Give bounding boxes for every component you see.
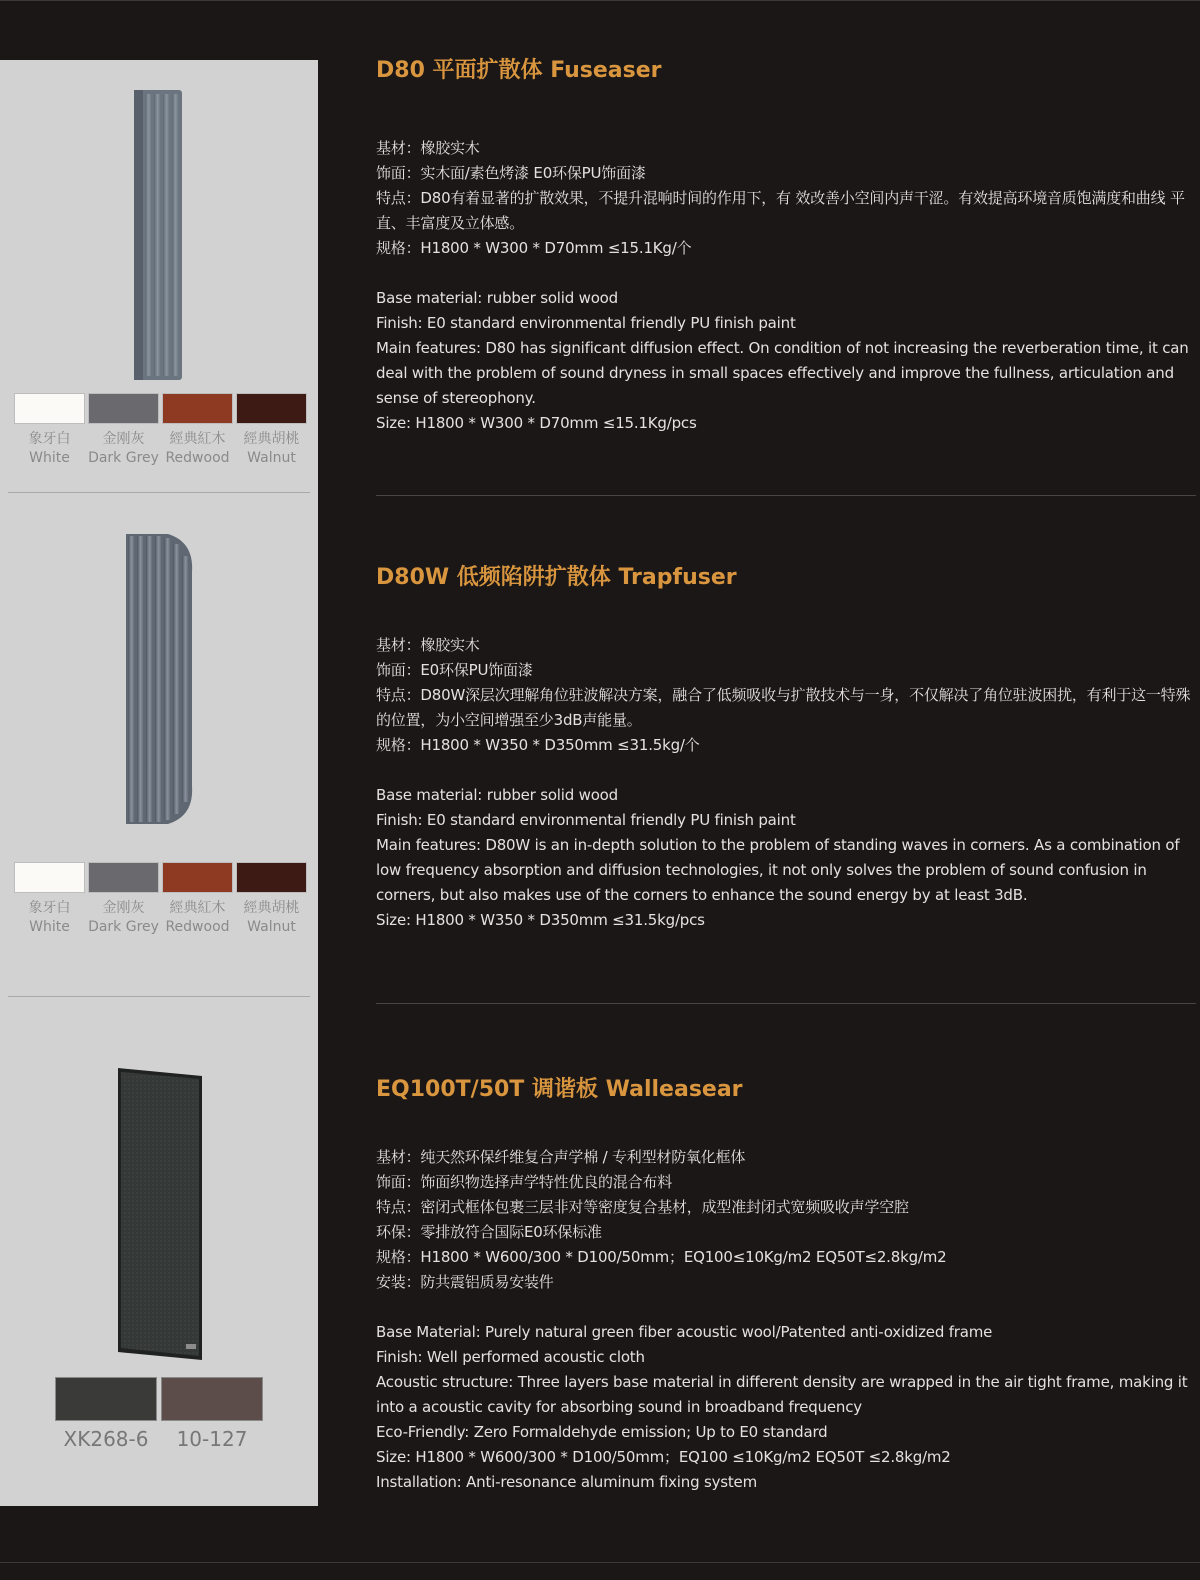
spec-en-line: Finish: E0 standard environmental friendly PU finish paint <box>376 314 796 332</box>
spec-en-line: Main features: D80 has significant diffusion effect. On condition of not increasing the reverberation time, it can deal with the problem of sound dryness in small spaces effectively and improve the fullness, articulation and sense of stereophony. <box>376 339 1189 407</box>
spec-cn-line: 基材：橡胶实木 <box>376 139 480 157</box>
product-section-trapfuser <box>376 563 1196 933</box>
swatch-color <box>162 393 233 424</box>
swatch-white[interactable] <box>14 862 85 937</box>
spec-en-line: Size: H1800 * W350 * D350mm ≤31.5kg/pcs <box>376 911 705 929</box>
section-divider <box>376 495 1196 496</box>
spec-cn-line: 饰面：实木面/素色烤漆 E0环保PU饰面漆 <box>376 164 646 182</box>
spec-en-line: Size: H1800 * W600/300 * D100/50mm；EQ100 ≤10Kg/m2 EQ50T ≤2.8kg/m2 <box>376 1448 951 1466</box>
swatch-cn-label: 經典胡桃 <box>243 431 300 447</box>
spec-en-line: Eco-Friendly: Zero Formaldehyde emission; Up to E0 standard <box>376 1423 828 1441</box>
spec-cn-line: 环保：零排放符合国际E0环保标准 <box>376 1223 602 1241</box>
swatch-en-label: White <box>29 919 70 935</box>
swatch-walnut[interactable] <box>236 862 307 937</box>
swatch-en-label: Dark Grey <box>88 919 159 935</box>
spec-cn-line: 特点：D80W深层次理解角位驻波解决方案，融合了低频吸收与扩散技术与一身，不仅解决了角位驻波困扰，有利于这一特殊的位置，为小空间增强至少3dB声能量。 <box>376 686 1191 729</box>
swatch-dark-grey[interactable] <box>88 862 159 937</box>
fabric-color <box>161 1377 263 1421</box>
spec-en-line: Finish: Well performed acoustic cloth <box>376 1348 645 1366</box>
swatch-cn-label: 象牙白 <box>28 900 71 916</box>
spec-en-line: Acoustic structure: Three layers base material in different density are wrapped in the air tight frame, making it into a acoustic cavity for absorbing sound in broadband frequency <box>376 1373 1188 1416</box>
product-image-panel <box>0 60 318 1506</box>
swatch-cn-label: 經典紅木 <box>169 431 226 447</box>
product-section-fuseaser <box>376 56 1196 436</box>
swatch-color <box>162 862 233 893</box>
swatch-redwood[interactable] <box>162 862 233 937</box>
spec-cn-line: 规格：H1800 * W300 * D70mm ≤15.1Kg/个 <box>376 239 692 257</box>
panel-divider <box>8 492 310 493</box>
spec-cn-line: 饰面：饰面织物选择声学特性优良的混合布料 <box>376 1173 673 1191</box>
swatch-en-label: Walnut <box>247 919 296 935</box>
spec-cn-line: 安装：防共震铝质易安装件 <box>376 1273 554 1291</box>
spec-en-line: Installation: Anti-resonance aluminum fixing system <box>376 1473 757 1491</box>
spec-cn-line: 规格：H1800 * W600/300 * D100/50mm；EQ100≤10Kg/m2 EQ50T≤2.8kg/m2 <box>376 1248 947 1266</box>
swatch-color <box>14 393 85 424</box>
swatch-en-label: Redwood <box>165 450 230 466</box>
spec-cn-line: 特点：D80有着显著的扩散效果，不提升混响时间的作用下，有 效改善小空间内声干涩。有效提高环境音质饱满度和曲线 平直、丰富度及立体感。 <box>376 189 1185 232</box>
swatch-cn-label: 象牙白 <box>28 431 71 447</box>
swatch-en-label: Redwood <box>165 919 230 935</box>
spec-en-line: Size: H1800 * W300 * D70mm ≤15.1Kg/pcs <box>376 414 697 432</box>
spec-cn-line: 特点：密闭式框体包裹三层非对等密度复合基材，成型准封闭式宽频吸收声学空腔 <box>376 1198 909 1216</box>
swatch-cn-label: 經典胡桃 <box>243 900 300 916</box>
spec-en-line: Base material: rubber solid wood <box>376 289 618 307</box>
fabric-option-1[interactable] <box>55 1377 157 1451</box>
swatch-en-label: Walnut <box>247 450 296 466</box>
product-title: D80W 低频陷阱扩散体 Trapfuser <box>376 565 737 590</box>
top-border <box>0 0 1200 1</box>
swatch-cn-label: 金刚灰 <box>102 431 145 447</box>
color-swatches-2 <box>14 862 307 937</box>
swatch-walnut[interactable] <box>236 393 307 468</box>
section-divider <box>376 1003 1196 1004</box>
swatch-white[interactable] <box>14 393 85 468</box>
fabric-option-2[interactable] <box>161 1377 263 1451</box>
color-swatches-1 <box>14 393 307 468</box>
fabric-code: XK268-6 <box>63 1427 149 1451</box>
fabric-color <box>55 1377 157 1421</box>
swatch-color <box>88 862 159 893</box>
walleasear-panel-image <box>116 1068 204 1360</box>
product-section-walleasear <box>376 1075 1196 1495</box>
spec-en-line: Finish: E0 standard environmental friendly PU finish paint <box>376 811 796 829</box>
spec-en-line: Main features: D80W is an in-depth solution to the problem of standing waves in corners. As a combination of low frequency absorption and diffusion technologies, it not only solves the problem of sound confusion in corners, but also makes use of the corners to enhance the sound energy by at least 3dB. <box>376 836 1180 904</box>
swatch-dark-grey[interactable] <box>88 393 159 468</box>
swatch-color <box>236 393 307 424</box>
swatch-en-label: White <box>29 450 70 466</box>
spec-en-line: Base material: rubber solid wood <box>376 786 618 804</box>
product-title: D80 平面扩散体 Fuseaser <box>376 58 662 83</box>
swatch-cn-label: 金刚灰 <box>102 900 145 916</box>
panel-divider <box>8 996 310 997</box>
spec-en-line: Base Material: Purely natural green fiber acoustic wool/Patented anti-oxidized frame <box>376 1323 993 1341</box>
product-title: EQ100T/50T 调谐板 Walleasear <box>376 1077 743 1102</box>
swatch-redwood[interactable] <box>162 393 233 468</box>
trapfuser-diffuser-image <box>122 532 198 826</box>
swatch-color <box>88 393 159 424</box>
bottom-border <box>0 1562 1200 1563</box>
swatch-color <box>236 862 307 893</box>
fabric-code: 10-127 <box>176 1427 248 1451</box>
spec-cn-line: 饰面：E0环保PU饰面漆 <box>376 661 533 679</box>
fabric-swatches <box>55 1377 263 1451</box>
spec-cn-line: 基材：橡胶实木 <box>376 636 480 654</box>
spec-cn-line: 规格：H1800 * W350 * D350mm ≤31.5kg/个 <box>376 736 700 754</box>
swatch-color <box>14 862 85 893</box>
spec-cn-line: 基材：纯天然环保纤维复合声学棉 / 专利型材防氧化框体 <box>376 1148 746 1166</box>
swatch-cn-label: 經典紅木 <box>169 900 226 916</box>
fuseaser-diffuser-image <box>128 88 188 382</box>
swatch-en-label: Dark Grey <box>88 450 159 466</box>
